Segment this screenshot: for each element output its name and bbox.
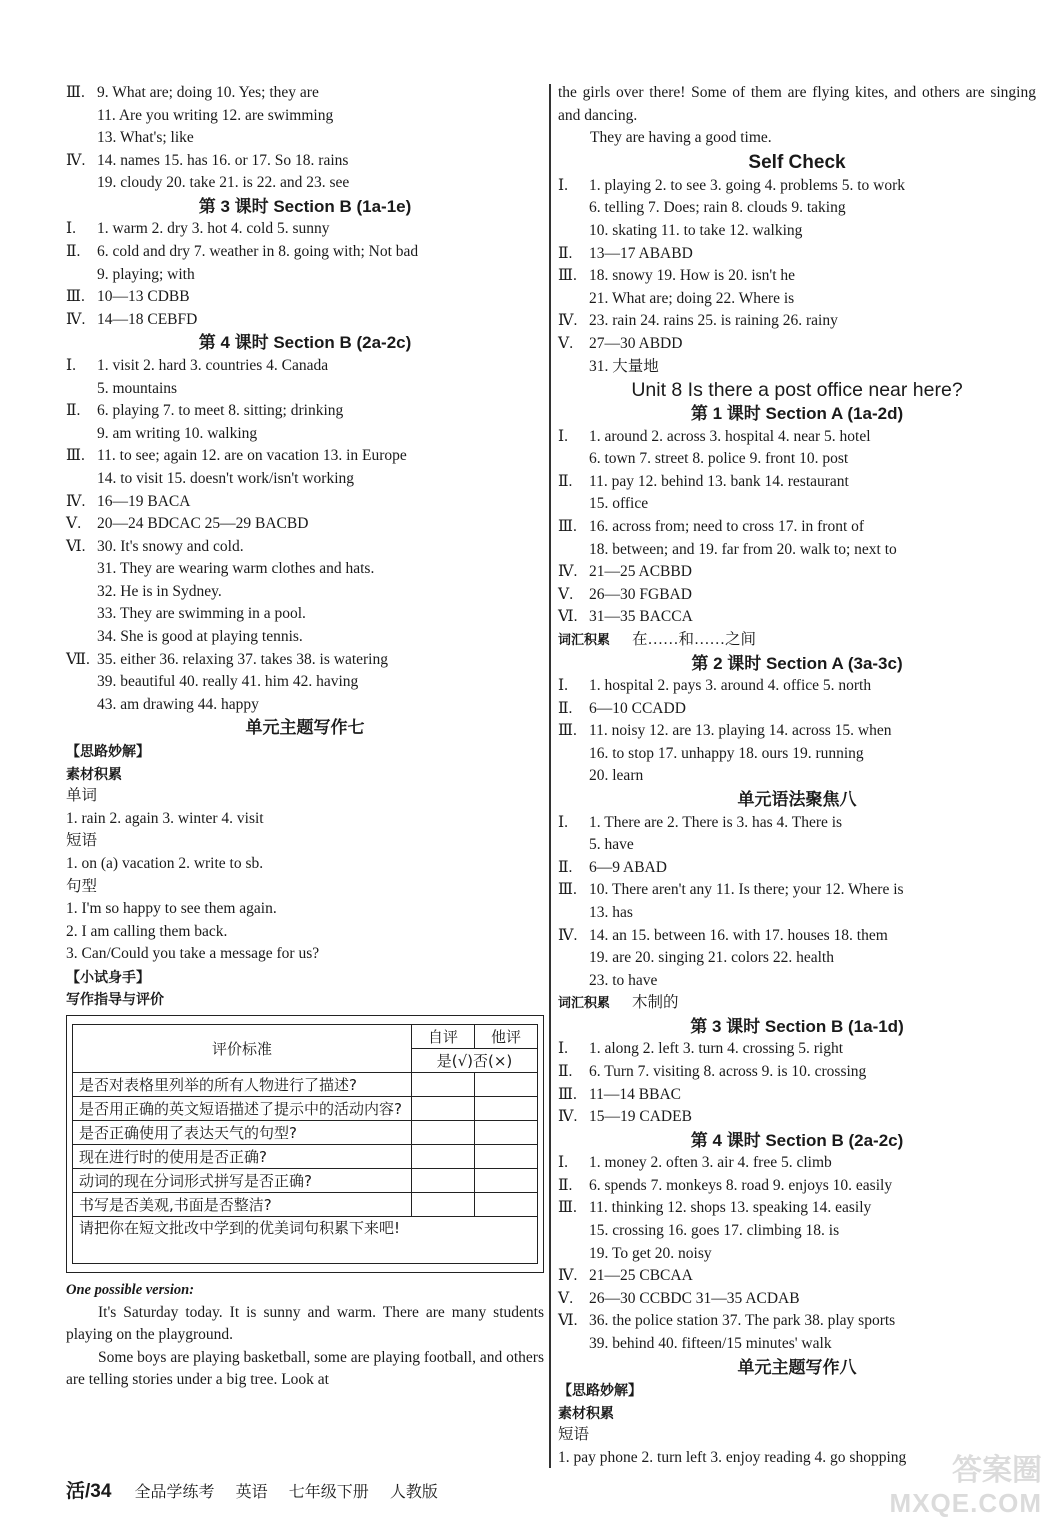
answer-line [66,423,544,446]
answer-text: 6. town 7. street 8. police 9. front 10. post [589,450,849,468]
answer-text: 19. To get 20. noisy [589,1244,712,1262]
table-row [73,1121,538,1145]
answer-text: 30. It's snowy and cold. [97,537,244,555]
answer-text: 6. spends 7. monkeys 8. road 9. enjoys 10. easily [589,1176,893,1194]
lesson-heading-1: 第 1 课时 Section A (1a-2d) [690,404,904,424]
roman-numeral: Ⅴ. [558,334,574,352]
answer-text: 33. They are swimming in a pool. [97,605,306,623]
answer-block-self-check [558,175,1036,378]
answer-line [558,310,1036,333]
sample-paragraph-end: They are having a good time. [590,129,772,147]
column-divider [549,84,551,1468]
answer-text: 13. has [589,903,633,921]
answer-line [558,1265,1036,1288]
answer-block-lesson-4b [558,1152,1036,1355]
left-column [66,82,544,1392]
answer-text: 1. hospital 2. pays 3. around 4. office 5. north [589,677,872,695]
answer-text: 21. What are; doing 22. Where is [589,289,795,307]
answer-line [558,1106,1036,1129]
roman-numeral: Ⅳ. [66,151,86,169]
answer-text: 31. They are wearing warm clothes and hats. [97,560,375,578]
roman-numeral: Ⅳ. [66,492,86,510]
answer-line [558,288,1036,311]
answer-text: 20. learn [589,767,644,785]
answer-line [558,743,1036,766]
roman-numeral: Ⅲ. [66,447,85,465]
roman-numeral: Ⅰ. [66,356,76,374]
roman-numeral: Ⅱ. [558,858,573,876]
roman-numeral: Ⅰ. [66,220,76,238]
answer-line [558,1197,1036,1220]
answer-line [558,493,1036,516]
answer-line [66,603,544,626]
table-row [73,1073,538,1097]
answer-text: 14. an 15. between 16. with 17. houses 18. them [589,926,888,944]
notes-cell[interactable]: 请把你在短文批改中学到的优美词句积累下来吧! [73,1217,538,1264]
answer-line [558,516,1036,539]
answer-line [558,584,1036,607]
answer-text: 16—19 BACA [97,492,191,510]
answer-text: 43. am drawing 44. happy [97,695,259,713]
peer-eval-cell[interactable] [475,1169,538,1193]
table-header-row [73,1025,538,1049]
answer-line [558,902,1036,925]
words-line: 1. rain 2. again 3. winter 4. visit [66,809,264,827]
roman-numeral: Ⅴ. [558,585,574,603]
roman-numeral: Ⅰ. [558,176,568,194]
vocab-label: 词汇积累 [558,995,611,1011]
roman-numeral: Ⅱ. [66,243,81,261]
peer-eval-cell[interactable] [475,1145,538,1169]
lesson-heading-4b: 第 4 课时 Section B (2a-2c) [690,1130,904,1150]
answer-line [558,1152,1036,1175]
practice-label: 【小试身手】 [66,968,150,985]
answer-line [66,649,544,672]
answer-text: 16. across from; need to cross 17. in front of [589,518,865,535]
answer-line [66,172,544,195]
roman-numeral: Ⅲ. [558,267,577,285]
answer-line [66,626,544,649]
answer-line [558,925,1036,948]
roman-numeral: Ⅲ. [558,1085,577,1103]
vocab-label: 词汇积累 [558,631,611,647]
answer-text: 1. warm 2. dry 3. hot 4. cold 5. sunny [97,220,330,238]
material-label: 素材积累 [66,765,122,782]
answer-text: 14—18 CEBFD [97,310,198,328]
page-number: 活/34 [66,1481,112,1502]
answer-line [66,694,544,717]
answer-line [558,857,1036,880]
self-eval-cell[interactable] [412,1169,475,1193]
answer-text: 6—9 ABAD [589,858,667,876]
answer-block-lesson-2 [558,675,1036,788]
answer-text: 32. He is in Sydney. [97,582,222,600]
answer-block-section-a-34 [66,82,544,195]
grammar-heading-8: 单元语法聚焦八 [737,790,857,810]
answer-text: 23. to have [589,971,658,989]
answer-text: 10—13 CDBB [97,288,190,306]
peer-eval-cell[interactable] [475,1121,538,1145]
subject-name: 英语 [235,1482,268,1501]
answer-block-lesson-4 [66,355,544,717]
answer-line [66,105,544,128]
sentences-label: 句型 [66,877,98,895]
vocab-note-2 [558,992,1036,1015]
answer-line [558,197,1036,220]
answer-text: 1. along 2. left 3. turn 4. crossing 5. right [589,1040,843,1058]
answer-line [66,513,544,536]
answer-text: 14. to visit 15. doesn't work/isn't working [97,469,355,487]
answer-line [558,426,1036,449]
criteria-header: 评价标准 [73,1025,412,1073]
answer-line [558,947,1036,970]
table-row-notes [73,1217,538,1264]
answer-line [66,150,544,173]
answer-line [558,539,1036,562]
watermark-text: 答案圈 [952,1454,1042,1487]
vocab-text: 木制的 [632,994,679,1012]
answer-line [558,1175,1036,1198]
answer-line [558,720,1036,743]
answer-text: 10. skating 11. to take 12. walking [589,221,803,239]
evaluation-table [72,1024,538,1264]
phrases-line: 1. on (a) vacation 2. write to sb. [66,854,264,872]
sample-paragraph-2: Some boys are playing basketball, some are playing football, and others are telling stories under a big tree. Look at [66,1348,544,1389]
lesson-heading-2: 第 2 课时 Section A (3a-3c) [691,653,903,673]
peer-eval-cell[interactable] [475,1097,538,1121]
answer-line [558,1084,1036,1107]
answer-text: 1. playing 2. to see 3. going 4. problems 5. to work [589,176,905,194]
answer-line [66,581,544,604]
answer-text: 31. 大量地 [589,357,659,375]
answer-line [558,471,1036,494]
criterion: 书写是否美观,书面是否整洁? [73,1193,412,1217]
answer-text: 6. telling 7. Does; rain 8. clouds 9. taking [589,199,846,217]
unit-8-title: Unit 8 Is there a post office near here? [631,379,963,402]
answer-text: 11. thinking 12. shops 13. speaking 14. easily [589,1199,872,1217]
answer-line [66,264,544,287]
answer-line [66,286,544,309]
roman-numeral: Ⅵ. [558,608,578,626]
answer-line [558,175,1036,198]
words-label: 单词 [66,787,98,805]
answer-text: 11. Are you writing 12. are swimming [97,106,334,124]
roman-numeral: Ⅳ. [558,312,578,330]
roman-numeral: Ⅰ. [558,1040,568,1058]
self-eval-cell[interactable] [412,1145,475,1169]
answer-text: 31—35 BACCA [589,608,693,626]
roman-numeral: Ⅶ. [66,650,90,668]
roman-numeral: Ⅲ. [558,722,577,740]
roman-numeral: Ⅱ. [558,1176,573,1194]
answer-text: 16. to stop 17. unhappy 18. ours 19. running [589,744,864,762]
answer-text: 1. There are 2. There is 3. has 4. There is [589,813,843,831]
answer-block-grammar [558,812,1036,993]
answer-text: 13. What's; like [97,129,194,147]
roman-numeral: Ⅱ. [558,1062,573,1080]
edition-name: 人教版 [389,1482,438,1501]
answer-text: 18. between; and 19. far from 20. walk to; next to [589,540,897,558]
answer-line [558,1061,1036,1084]
roman-numeral: Ⅴ. [558,1289,574,1307]
answer-line [66,558,544,581]
answer-line [66,400,544,423]
answer-text: 19. are 20. singing 21. colors 22. health [589,949,834,967]
answer-line [558,765,1036,788]
answer-block-lesson-3 [66,218,544,331]
roman-numeral: Ⅰ. [558,1154,568,1172]
answer-text: 21—25 ACBBD [589,563,692,581]
roman-numeral: Ⅲ. [558,1199,577,1217]
roman-numeral: Ⅳ. [66,310,86,328]
roman-numeral: Ⅳ. [558,563,578,581]
answer-line [558,675,1036,698]
answer-line [558,1243,1036,1266]
answer-text: 15—19 CADEB [589,1108,692,1126]
answer-line [558,970,1036,993]
sample-paragraph-continued: the girls over there! Some of them are flying kites, and others are singing and dancing. [558,84,1036,124]
answer-text: 11. to see; again 12. are on vacation 13. in Europe [97,447,407,465]
right-column [558,82,1036,1469]
answer-block-lesson-1 [558,426,1036,629]
answer-text: 26—30 FGBAD [589,585,692,603]
watermark-url: MXQE.COM [889,1488,1042,1518]
roman-numeral: Ⅵ. [558,1312,578,1330]
self-eval-cell[interactable] [412,1073,475,1097]
roman-numeral: Ⅱ. [558,472,573,490]
answer-text: 34. She is good at playing tennis. [97,628,303,646]
peer-eval-header: 他评 [475,1025,538,1049]
answer-line [558,698,1036,721]
answer-text: 13—17 ABABD [589,244,693,262]
answer-text: 9. What are; doing 10. Yes; they are [97,84,319,101]
self-eval-cell[interactable] [412,1097,475,1121]
writing-heading-7: 单元主题写作七 [245,718,365,738]
answer-text: 6. cold and dry 7. weather in 8. going with; Not bad [97,243,419,261]
roman-numeral: Ⅳ. [558,926,578,944]
page-footer [66,1479,454,1505]
answer-text: 27—30 ABDD [589,334,683,352]
answer-text: 18. snowy 19. How is 20. isn't he [589,267,796,285]
answer-line [558,1288,1036,1311]
answer-text: 9. am writing 10. walking [97,424,258,442]
phrases-label: 短语 [558,1426,590,1444]
answer-line [66,378,544,401]
table-row [73,1169,538,1193]
sample-essay-label: One possible version: [66,1282,195,1299]
answer-line [558,243,1036,266]
answer-line [66,241,544,264]
criterion: 是否对表格里列举的所有人物进行了描述? [73,1073,412,1097]
material-label: 素材积累 [558,1404,614,1421]
vocab-note-1 [558,629,1036,652]
answer-text: 6. Turn 7. visiting 8. across 9. is 10. crossing [589,1062,867,1080]
sentence-1: 1. I'm so happy to see them again. [66,900,277,918]
answer-text: 6. playing 7. to meet 8. sitting; drinking [97,402,344,420]
lesson-heading-3b: 第 3 课时 Section B (1a-1d) [690,1016,904,1036]
writing-heading-8: 单元主题写作八 [737,1357,857,1377]
roman-numeral: Ⅴ. [66,515,82,533]
lesson-heading-3: 第 3 课时 Section B (1a-1e) [198,196,412,216]
roman-numeral: Ⅰ. [558,677,568,695]
roman-numeral: Ⅱ. [558,699,573,717]
answer-text: 10. There aren't any 11. Is there; your 12. Where is [589,881,904,899]
roman-numeral: Ⅲ. [558,518,577,535]
answer-text: 26—30 CCBDC 31—35 ACDAB [589,1289,800,1307]
peer-eval-cell[interactable] [475,1073,538,1097]
answer-line [558,448,1036,471]
answer-text: 9. playing; with [97,265,195,283]
answer-text: 19. cloudy 20. take 21. is 22. and 23. see [97,174,350,192]
roman-numeral: Ⅳ. [558,1108,578,1126]
answer-line [558,356,1036,379]
answer-text: 15. crossing 16. goes 17. climbing 18. is [589,1222,840,1240]
sample-paragraph-1: It's Saturday today. It is sunny and warm. There are many students playing on the playground. [66,1303,544,1344]
peer-eval-cell[interactable] [475,1193,538,1217]
roman-numeral: Ⅵ. [66,537,86,555]
answer-line [558,265,1036,288]
answer-text: 20—24 BDCAC 25—29 BACBD [97,515,309,533]
answer-line [66,445,544,468]
self-eval-header: 自评 [412,1025,475,1049]
answer-line [66,127,544,150]
roman-numeral: Ⅰ. [558,813,568,831]
sentence-3: 3. Can/Could you take a message for us? [66,945,320,963]
self-check-heading: Self Check [748,151,846,173]
answer-text: 5. have [589,836,634,854]
roman-numeral: Ⅰ. [558,427,568,445]
answer-line [558,1333,1036,1356]
answer-line [558,812,1036,835]
criterion: 现在进行时的使用是否正确? [73,1145,412,1169]
criterion: 动词的现在分词形式拼写是否正确? [73,1169,412,1193]
answer-block-lesson-3b [558,1038,1036,1128]
answer-text: 11—14 BBAC [589,1085,682,1103]
roman-numeral: Ⅲ. [66,84,85,101]
tips-label: 【思路妙解】 [66,742,150,759]
yes-no-header: 是(√)否(×) [412,1049,538,1073]
self-eval-cell[interactable] [412,1193,475,1217]
answer-line [558,879,1036,902]
answer-text: 1. visit 2. hard 3. countries 4. Canada [97,356,329,374]
answer-line [66,491,544,514]
answer-line [558,1220,1036,1243]
roman-numeral: Ⅲ. [66,288,85,306]
self-eval-cell[interactable] [412,1121,475,1145]
phrases-label: 短语 [66,832,98,850]
vocab-text: 在……和……之间 [632,630,757,648]
answer-text: 36. the police station 37. The park 38. play sports [589,1312,896,1330]
answer-line [558,1038,1036,1061]
answer-line [558,333,1036,356]
tips-label: 【思路妙解】 [558,1382,642,1399]
answer-line [66,218,544,241]
criterion: 是否用正确的英文短语描述了提示中的活动内容? [73,1097,412,1121]
writing-guide-label: 写作指导与评价 [66,991,164,1008]
answer-text: 23. rain 24. rains 25. is raining 26. rainy [589,312,838,330]
answer-line [558,1310,1036,1333]
answer-line [66,82,544,105]
brand-name: 全品学练考 [134,1482,215,1501]
answer-text: 14. names 15. has 16. or 17. So 18. rains [97,151,349,169]
answer-line [66,671,544,694]
answer-line [558,220,1036,243]
answer-text: 11. noisy 12. are 13. playing 14. across 15. when [589,722,892,740]
criterion: 是否正确使用了表达天气的句型? [73,1121,412,1145]
roman-numeral: Ⅲ. [558,881,577,899]
answer-line [558,606,1036,629]
answer-text: 39. beautiful 40. really 41. him 42. having [97,673,359,691]
answer-text: 21—25 CBCAA [589,1267,693,1285]
lesson-heading-4: 第 4 课时 Section B (2a-2c) [198,333,412,353]
answer-text: 35. either 36. relaxing 37. takes 38. is watering [97,650,388,668]
answer-line [66,468,544,491]
table-row [73,1097,538,1121]
answer-text: 1. around 2. across 3. hospital 4. near 5. hotel [589,427,871,445]
phrases-line: 1. pay phone 2. turn left 3. enjoy reading 4. go shopping [558,1448,907,1466]
roman-numeral: Ⅳ. [558,1267,578,1285]
answer-line [558,561,1036,584]
answer-line [66,536,544,559]
answer-line [66,355,544,378]
answer-text: 39. behind 40. fifteen/15 minutes' walk [589,1335,832,1352]
answer-line [558,834,1036,857]
table-row [73,1145,538,1169]
sentence-2: 2. I am calling them back. [66,922,228,940]
evaluation-table-box [66,1015,544,1273]
table-row [73,1193,538,1217]
roman-numeral: Ⅱ. [558,244,573,262]
answer-text: 1. money 2. often 3. air 4. free 5. climb [589,1154,832,1172]
roman-numeral: Ⅱ. [66,402,81,420]
answer-text: 6—10 CCADD [589,699,686,717]
answer-text: 15. office [589,495,649,513]
grade-name: 七年级下册 [288,1482,369,1501]
answer-line [66,309,544,332]
answer-text: 5. mountains [97,379,178,397]
watermark-logo [862,1454,1042,1524]
answer-text: 11. pay 12. behind 13. bank 14. restaurant [589,472,849,490]
